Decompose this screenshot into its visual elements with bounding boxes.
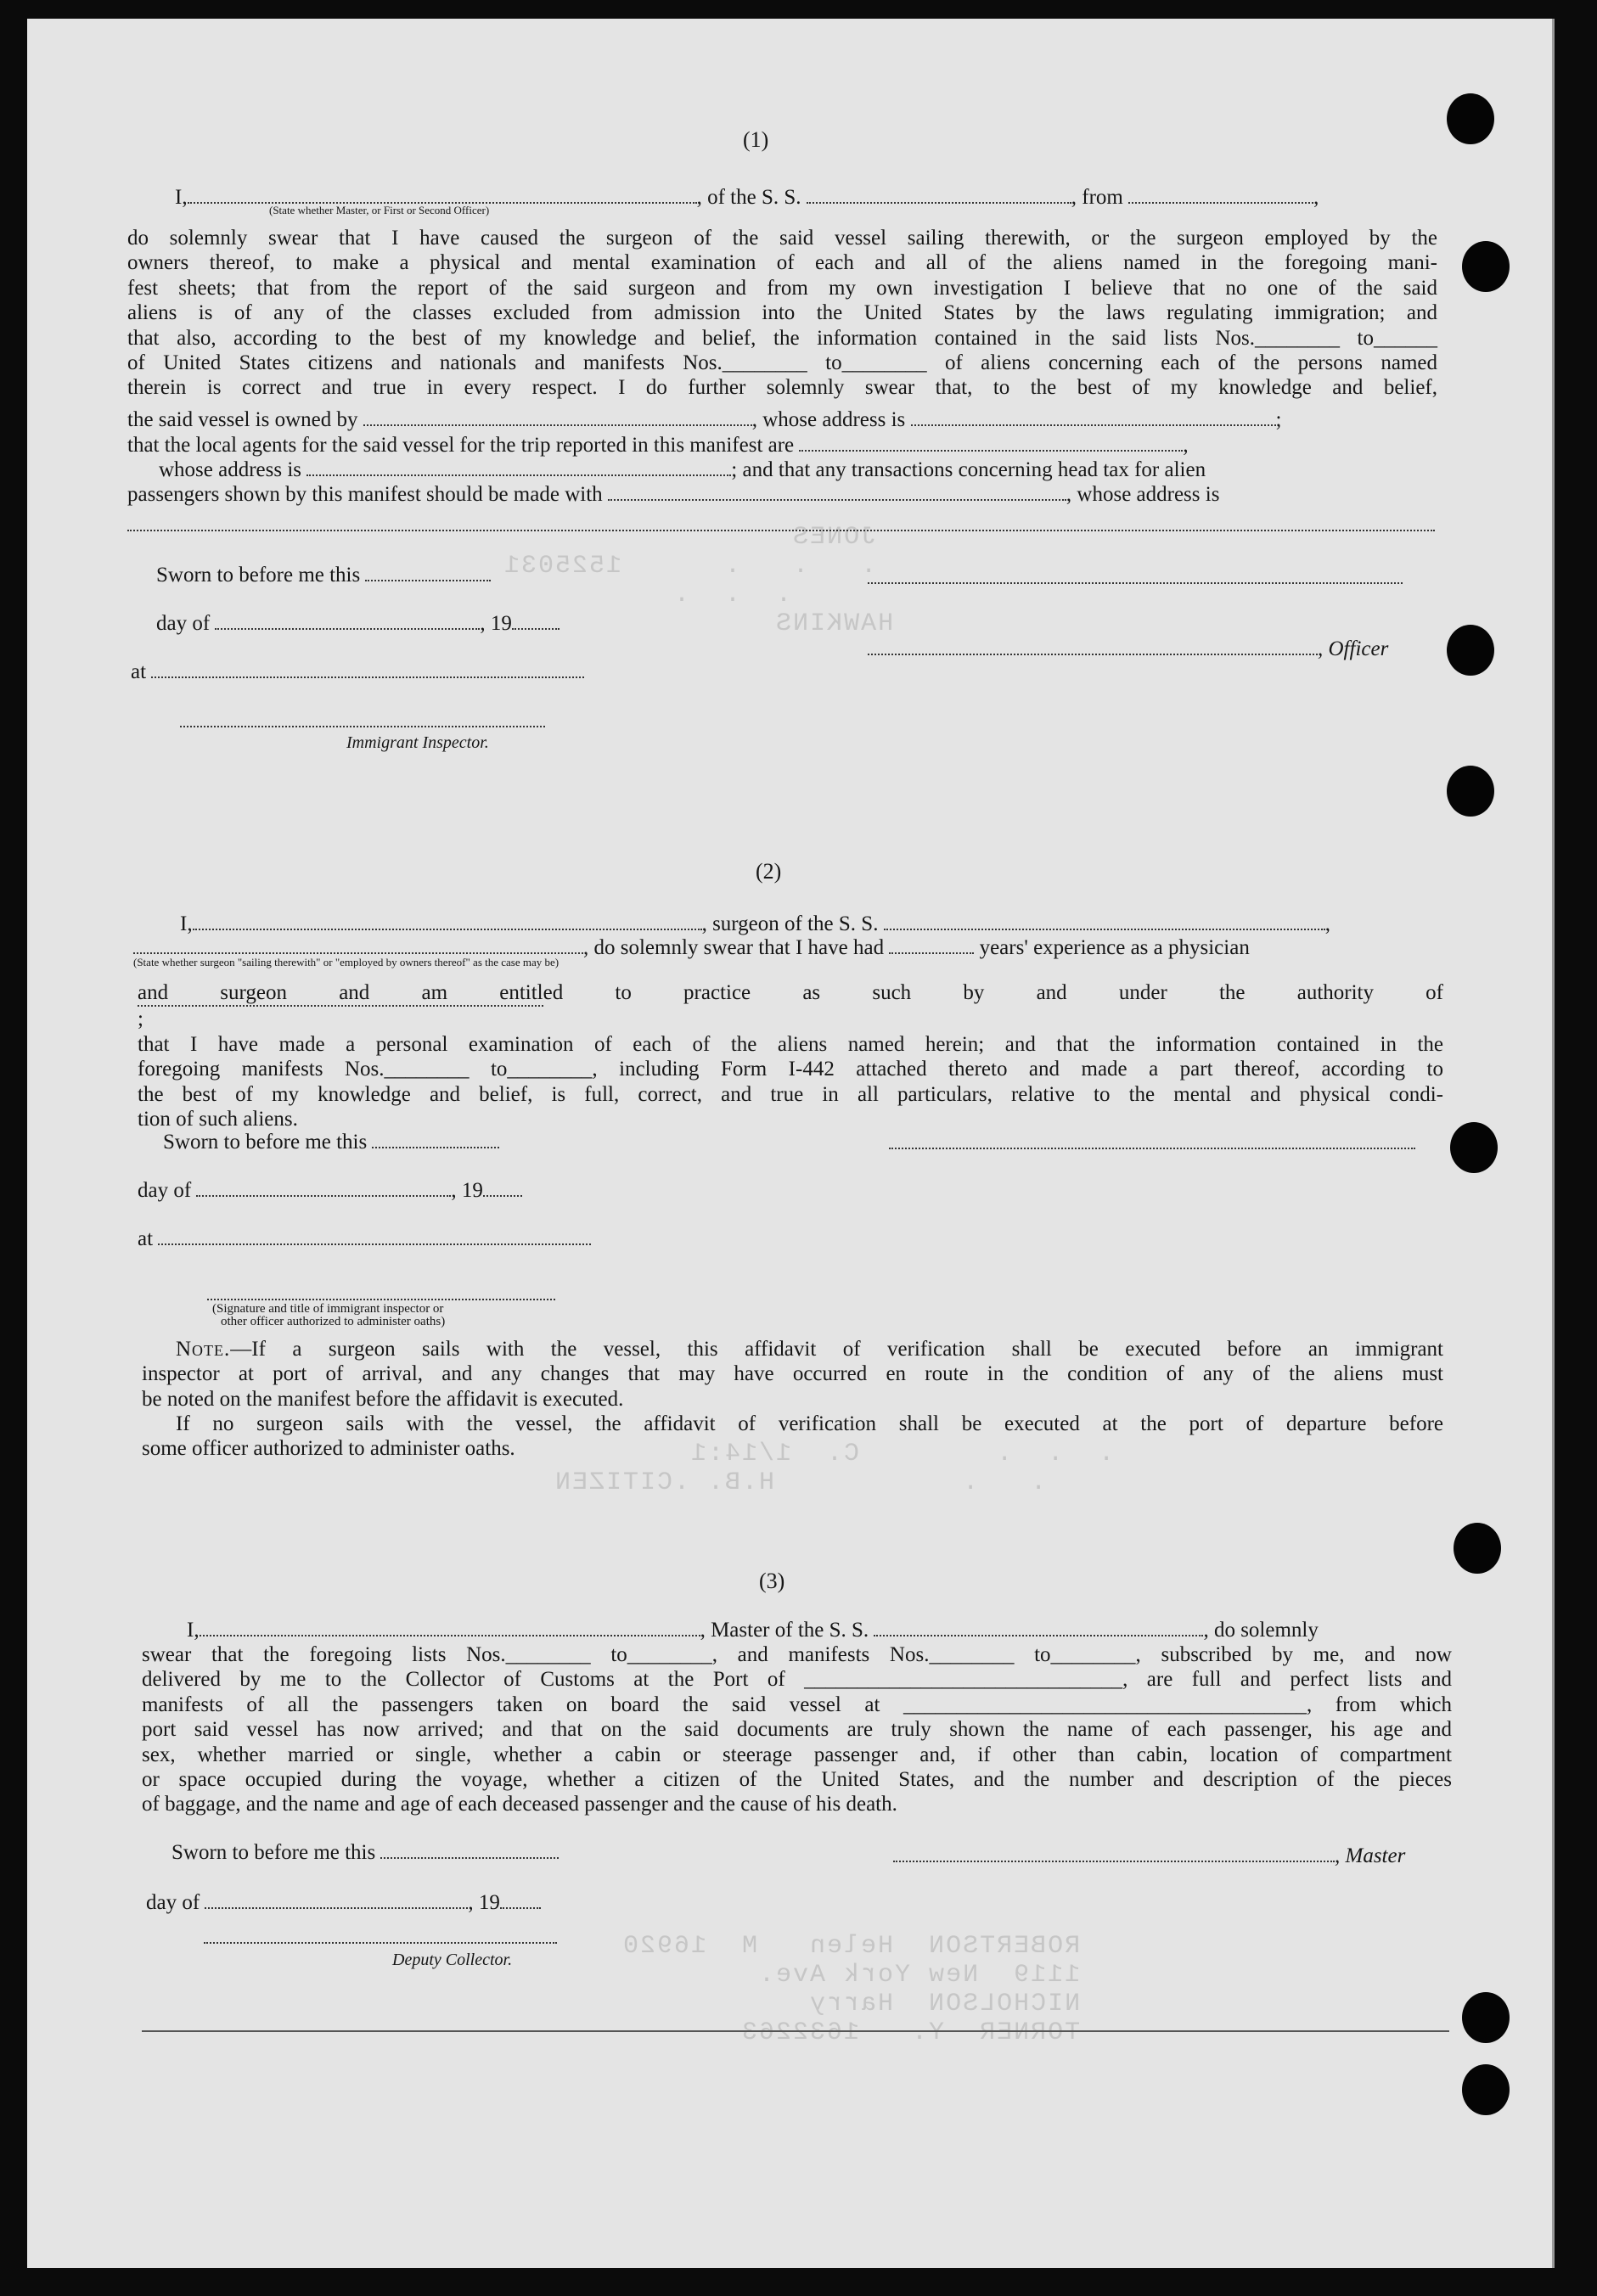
s1-day: day of , 19 bbox=[156, 613, 560, 634]
punch-hole-icon bbox=[1454, 1523, 1501, 1574]
s1-paragraph: do solemnly swear that I have caused the surgeon of the said vessel sailing therewith, or the surgeon employed by the owners thereof, to make a physical and mental examination of each and all of the aliens named in the foregoing mani- fest sheets; that from the report of the said surgeon and from my own investigation I believe that no one of the said aliens is of any of the classes excluded from admission into the United States by the laws regulating immigration; and that also, according to the best of my knowledge and belief, the information contained in the said lists Nos.________ to______ of United States citizens and nationals and manifests Nos.________ to________ of aliens concerning each of the persons named therein is correct and true in every respect. I do further solemnly swear that, to the best of my knowledge and belief, bbox=[127, 227, 1437, 400]
s1-address-blank bbox=[127, 530, 1435, 531]
bleed-through-texture: . . . C. 1/14:1 . . H.B. .CITIZEN bbox=[554, 1440, 1115, 1497]
section-number-1: (1) bbox=[743, 127, 769, 152]
s1-inspector-signature bbox=[180, 726, 545, 727]
s3-deputy-signature bbox=[204, 1942, 557, 1944]
punch-hole-icon bbox=[1462, 2064, 1510, 2115]
s3-paragraph: swear that the foregoing lists Nos.________ to________, and manifests Nos.________ to________, subscribed by me, and now delivered by me to the Collector of Customs at the Port of ______________________________, are full and perfect lists and manifests of all the passengers taken on board the said vessel at ______________________________________, from which port said vessel has now arrived; and that on the said documents are truly shown the name of each passenger, his age and sex, whether married or single, whether a cabin or steerage passenger and, if other than cabin, location of compartment or space occupied during the voyage, whether a citizen of the United States, and the number and description of the pieces of baggage, and the name and age of each deceased passenger and the cause of his death. bbox=[142, 1643, 1452, 1816]
s2-hint: (State whether surgeon "sailing therewith" or "employed by owners thereof" as the case may be) bbox=[133, 956, 560, 968]
punch-hole-icon bbox=[1462, 241, 1510, 292]
punch-hole-icon bbox=[1447, 766, 1494, 817]
s1-passengers-line: passengers shown by this manifest should be made with , whose address is bbox=[127, 483, 1220, 506]
s1-sworn: Sworn to before me this bbox=[156, 564, 491, 586]
s2-surgeon-signature bbox=[889, 1148, 1415, 1149]
s2-sig-caption-2: other officer authorized to administer oaths) bbox=[221, 1315, 446, 1328]
s3-sworn: Sworn to before me this bbox=[172, 1842, 559, 1863]
s3-deputy-caption: Deputy Collector. bbox=[392, 1951, 513, 1969]
s1-owned-line: the said vessel is owned by , whose address is ; bbox=[127, 408, 1282, 431]
s2-note: Note.—If a surgeon sails with the vessel, this affidavit of verification shall be executed before an immigrant inspector at port of arrival, and any changes that may have occurred en route in the condition of any of the aliens must be noted on the manifest before the affidavit is executed. bbox=[142, 1338, 1443, 1411]
s1-inspector-caption: Immigrant Inspector. bbox=[346, 733, 489, 752]
bleed-through-texture: JONES . . . 1525031 . . . HAWKINS bbox=[503, 523, 894, 638]
s3-day: day of , 19 bbox=[146, 1892, 541, 1913]
punch-hole-icon bbox=[1447, 93, 1494, 144]
s1-at: at bbox=[131, 661, 584, 682]
s3-line-1: I, , Master of the S. S. , do solemnly bbox=[187, 1619, 1319, 1642]
manifest-page bbox=[27, 19, 1555, 2268]
s1-line-1: I, , of the S. S. , from , bbox=[175, 186, 1319, 209]
s2-line-1: I, , surgeon of the S. S. , bbox=[180, 912, 1330, 935]
s2-line-2: , do solemnly swear that I have had years' experience as a physician bbox=[133, 937, 1250, 958]
section-number-2: (2) bbox=[756, 859, 782, 884]
s1-hint: (State whether Master, or First or Second Officer) bbox=[269, 204, 490, 216]
s1-agents-line: that the local agents for the said vessel for the trip reported in this manifest are , bbox=[127, 434, 1189, 457]
punch-hole-icon bbox=[1447, 625, 1494, 676]
s2-inspector-signature bbox=[207, 1299, 555, 1300]
s1-whose-line: whose address is ; and that any transactions concerning head tax for alien bbox=[159, 458, 1206, 481]
s2-note-2: If no surgeon sails with the vessel, the affidavit of verification shall be executed at the port of departure before some officer authorized to administer oaths. bbox=[142, 1412, 1443, 1461]
section-number-3: (3) bbox=[759, 1569, 785, 1593]
bleed-through-texture: ROBERTSON Helen M 16920 1119 New York Ave. NICHOLSON Harry TORNER Y. 1632263 bbox=[621, 1932, 1081, 2047]
s2-day: day of , 19 bbox=[138, 1180, 522, 1201]
s1-officer-signature-1 bbox=[868, 582, 1403, 584]
s2-sig-caption-1: (Signature and title of immigrant inspector or bbox=[212, 1302, 444, 1316]
s2-at: at bbox=[138, 1228, 591, 1249]
s2-paragraph: and surgeon and am entitled to practice as such by and under the authority of ; that I have made a personal examination of each of the aliens named herein; and that the information contained in the foregoing manifests Nos.________ to________, including Form I-442 attached thereto and made a part thereof, according to the best of my knowledge and belief, is full, correct, and true in all particulars, relative to the mental and physical condi- tion of such aliens. bbox=[138, 981, 1443, 1131]
s2-sworn: Sworn to before me this bbox=[163, 1131, 499, 1153]
bottom-rule bbox=[142, 2030, 1449, 2032]
s3-master: , Master bbox=[893, 1845, 1405, 1867]
s1-officer: , Officer bbox=[868, 638, 1388, 660]
punch-hole-icon bbox=[1450, 1122, 1498, 1173]
punch-hole-icon bbox=[1462, 1992, 1510, 2043]
